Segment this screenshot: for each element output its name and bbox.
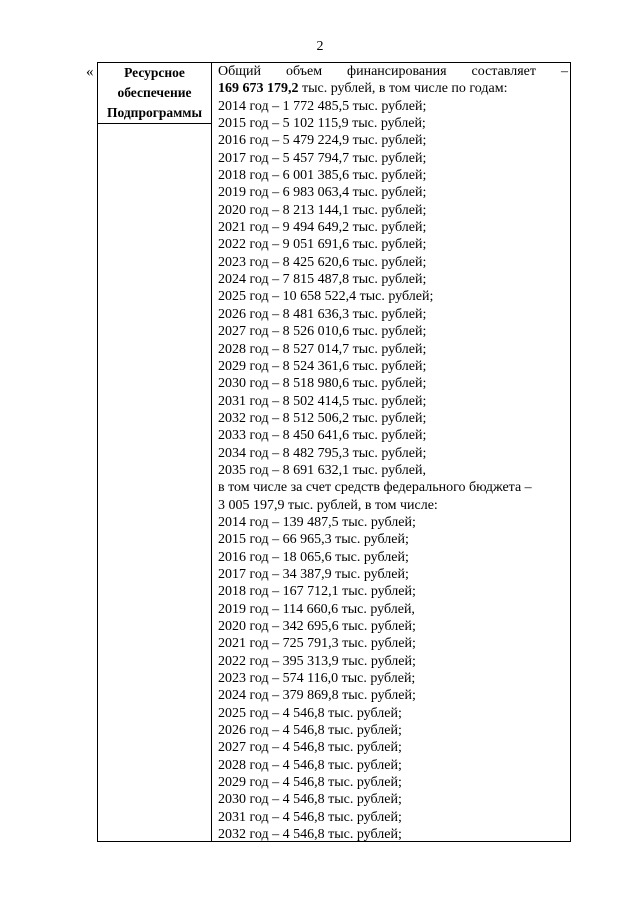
total-year-row: 2015 год – 5 102 115,9 тыс. рублей;: [218, 116, 426, 132]
total-year-row: 2018 год – 6 001 385,6 тыс. рублей;: [218, 168, 427, 184]
intro-word: Общий: [218, 64, 261, 79]
federal-year-row: 2025 год – 4 546,8 тыс. рублей;: [218, 705, 402, 721]
total-year-row: 2035 год – 8 691 632,1 тыс. рублей,: [218, 462, 426, 478]
intro-line: [218, 63, 568, 80]
opening-quote: «: [86, 64, 94, 80]
total-year-row: 2020 год – 8 213 144,1 тыс. рублей;: [218, 202, 427, 218]
federal-intro-line-1: в том числе за счет средств федерального бюджета –: [218, 480, 532, 496]
federal-year-row: 2024 год – 379 869,8 тыс. рублей;: [218, 688, 416, 704]
total-year-row: 2031 год – 8 502 414,5 тыс. рублей;: [218, 393, 427, 409]
federal-intro-line-2: 3 005 197,9 тыс. рублей, в том числе:: [218, 497, 438, 513]
total-amount: 169 673 179,2: [218, 81, 299, 97]
total-year-row: 2029 год – 8 524 361,6 тыс. рублей;: [218, 358, 427, 374]
intro-word: финансирования: [347, 64, 447, 79]
total-year-row: 2019 год – 6 983 063,4 тыс. рублей;: [218, 185, 427, 201]
total-year-row: 2023 год – 8 425 620,6 тыс. рублей;: [218, 254, 427, 270]
federal-year-row: 2031 год – 4 546,8 тыс. рублей;: [218, 809, 402, 825]
total-year-row: 2033 год – 8 450 641,6 тыс. рублей;: [218, 428, 427, 444]
federal-year-row: 2015 год – 66 965,3 тыс. рублей;: [218, 532, 409, 548]
total-year-row: 2024 год – 7 815 487,8 тыс. рублей;: [218, 272, 427, 288]
total-year-row: 2030 год – 8 518 980,6 тыс. рублей;: [218, 376, 427, 392]
resource-table: [97, 62, 571, 842]
total-year-row: 2028 год – 8 527 014,7 тыс. рублей;: [218, 341, 427, 357]
intro-word: составляет: [471, 64, 536, 79]
federal-year-row: 2021 год – 725 791,3 тыс. рублей;: [218, 636, 416, 652]
total-year-row: 2017 год – 5 457 794,7 тыс. рублей;: [218, 150, 427, 166]
total-by-year-list: [218, 98, 568, 480]
intro-word: –: [560, 64, 568, 79]
content-column: [218, 63, 568, 843]
federal-year-row: 2032 год – 4 546,8 тыс. рублей;: [218, 827, 402, 843]
federal-year-row: 2014 год – 139 487,5 тыс. рублей;: [218, 514, 416, 530]
federal-year-row: 2018 год – 167 712,1 тыс. рублей;: [218, 584, 416, 600]
total-suffix: тыс. рублей, в том числе по годам:: [298, 81, 508, 97]
federal-year-row: 2017 год – 34 387,9 тыс. рублей;: [218, 566, 409, 582]
total-year-row: 2016 год – 5 479 224,9 тыс. рублей;: [218, 133, 427, 149]
federal-year-row: 2026 год – 4 546,8 тыс. рублей;: [218, 723, 402, 739]
row-label-line-1: Ресурсное: [124, 65, 185, 80]
row-label: [98, 63, 211, 124]
total-year-row: 2014 год – 1 772 485,5 тыс. рублей;: [218, 98, 427, 114]
federal-year-row: 2020 год – 342 695,6 тыс. рублей;: [218, 619, 416, 634]
federal-year-row: 2016 год – 18 065,6 тыс. рублей;: [218, 549, 409, 565]
total-year-row: 2034 год – 8 482 795,3 тыс. рублей;: [218, 445, 427, 461]
federal-year-row: 2027 год – 4 546,8 тыс. рублей;: [218, 740, 402, 756]
federal-year-row: 2019 год – 114 660,6 тыс. рублей,: [218, 601, 415, 617]
page-number: 2: [316, 39, 324, 54]
total-year-row: 2025 год – 10 658 522,4 тыс. рублей;: [218, 289, 434, 305]
total-year-row: 2022 год – 9 051 691,6 тыс. рублей;: [218, 237, 427, 253]
total-year-row: 2032 год – 8 512 506,2 тыс. рублей;: [218, 410, 427, 426]
row-label-line-3: Подпрограммы: [98, 103, 211, 124]
total-line: [218, 80, 568, 97]
federal-year-row: 2030 год – 4 546,8 тыс. рублей;: [218, 792, 402, 808]
federal-year-row: 2022 год – 395 313,9 тыс. рублей;: [218, 653, 416, 669]
total-year-row: 2026 год – 8 481 636,3 тыс. рублей;: [218, 306, 427, 322]
federal-year-row: 2028 год – 4 546,8 тыс. рублей;: [218, 757, 402, 773]
total-year-row: 2027 год – 8 526 010,6 тыс. рублей;: [218, 324, 427, 340]
federal-year-row: 2023 год – 574 116,0 тыс. рублей;: [218, 671, 416, 687]
total-year-row: 2021 год – 9 494 649,2 тыс. рублей;: [218, 220, 427, 236]
federal-by-year-list: [218, 514, 568, 844]
intro-word: объем: [285, 64, 323, 79]
row-label-line-2: обеспечение: [117, 85, 192, 100]
federal-year-row: 2029 год – 4 546,8 тыс. рублей;: [218, 775, 402, 791]
label-column: [98, 63, 212, 841]
